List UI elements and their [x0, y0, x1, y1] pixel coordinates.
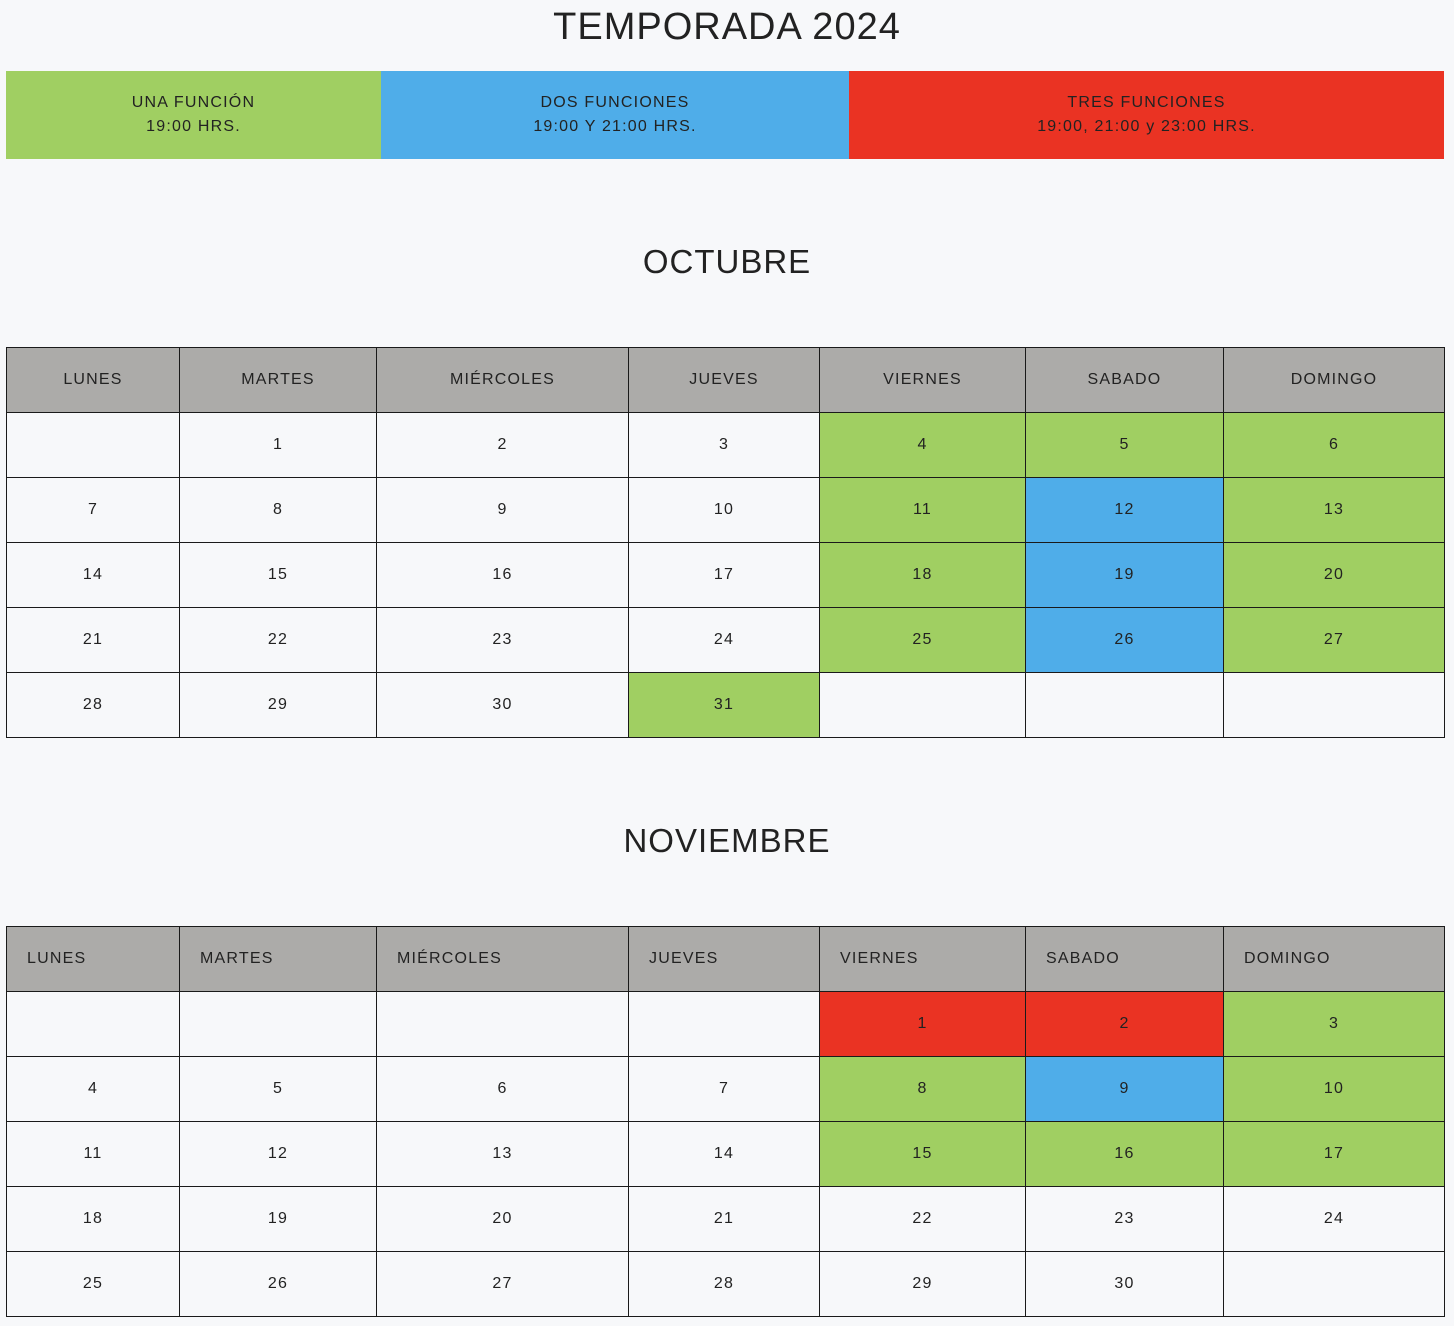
day-cell: 11	[820, 478, 1026, 543]
day-cell: 12	[1026, 478, 1224, 543]
day-cell: 21	[629, 1187, 820, 1252]
day-cell: 12	[180, 1122, 377, 1187]
day-cell: 21	[7, 608, 180, 673]
week-row	[7, 1122, 1445, 1187]
legend-two-times: 19:00 Y 21:00 HRS.	[533, 118, 697, 135]
day-cell: 5	[1026, 413, 1224, 478]
day-cell: 1	[180, 413, 377, 478]
week-row	[7, 543, 1445, 608]
day-cell: 18	[7, 1187, 180, 1252]
weekday-jueves: JUEVES	[629, 927, 820, 992]
week-row	[7, 608, 1445, 673]
day-cell: 22	[180, 608, 377, 673]
day-cell: 31	[629, 673, 820, 738]
day-cell: 15	[180, 543, 377, 608]
empty-day-cell	[7, 413, 180, 478]
legend	[6, 71, 1444, 159]
day-cell: 27	[1224, 608, 1445, 673]
weekday-header-row	[7, 927, 1445, 992]
day-cell: 4	[820, 413, 1026, 478]
calendar-noviembre	[6, 926, 1445, 1317]
day-cell: 6	[377, 1057, 629, 1122]
day-cell: 17	[1224, 1122, 1445, 1187]
week-row	[7, 673, 1445, 738]
empty-day-cell	[180, 992, 377, 1057]
weekday-lunes: LUNES	[7, 348, 180, 413]
month-title-noviembre: NOVIEMBRE	[623, 822, 831, 859]
weekday-header-row	[7, 348, 1445, 413]
day-cell: 24	[629, 608, 820, 673]
day-cell: 28	[7, 673, 180, 738]
day-cell: 6	[1224, 413, 1445, 478]
day-cell: 22	[820, 1187, 1026, 1252]
weekday-viernes: VIERNES	[820, 348, 1026, 413]
week-row	[7, 478, 1445, 543]
day-cell: 15	[820, 1122, 1026, 1187]
weekday-viernes: VIERNES	[820, 927, 1026, 992]
day-cell: 19	[1026, 543, 1224, 608]
day-cell: 24	[1224, 1187, 1445, 1252]
weekday-martes: MARTES	[180, 348, 377, 413]
day-cell: 14	[629, 1122, 820, 1187]
legend-one-label: UNA FUNCIÓN	[131, 94, 256, 111]
weekday-lunes: LUNES	[7, 927, 180, 992]
legend-two-label: DOS FUNCIONES	[540, 94, 690, 111]
week-row	[7, 413, 1445, 478]
empty-day-cell	[1224, 673, 1445, 738]
day-cell: 20	[377, 1187, 629, 1252]
legend-three-times: 19:00, 21:00 y 23:00 HRS.	[1037, 118, 1256, 135]
day-cell: 4	[7, 1057, 180, 1122]
day-cell: 20	[1224, 543, 1445, 608]
empty-day-cell	[820, 673, 1026, 738]
weekday-sabado: SABADO	[1026, 927, 1224, 992]
day-cell: 14	[7, 543, 180, 608]
day-cell: 8	[180, 478, 377, 543]
day-cell: 28	[629, 1252, 820, 1317]
empty-day-cell	[7, 992, 180, 1057]
day-cell: 26	[180, 1252, 377, 1317]
day-cell: 9	[1026, 1057, 1224, 1122]
calendar-octubre	[6, 347, 1445, 738]
weekday-domingo: DOMINGO	[1224, 927, 1445, 992]
legend-one-show	[6, 71, 381, 159]
week-row	[7, 1187, 1445, 1252]
day-cell: 27	[377, 1252, 629, 1317]
day-cell: 30	[377, 673, 629, 738]
weekday-miércoles: MIÉRCOLES	[377, 927, 629, 992]
day-cell: 10	[1224, 1057, 1445, 1122]
weekday-miércoles: MIÉRCOLES	[377, 348, 629, 413]
day-cell: 2	[1026, 992, 1224, 1057]
weekday-martes: MARTES	[180, 927, 377, 992]
legend-one-times: 19:00 HRS.	[146, 118, 241, 135]
legend-three-label: TRES FUNCIONES	[1067, 94, 1226, 111]
day-cell: 2	[377, 413, 629, 478]
empty-day-cell	[377, 992, 629, 1057]
page-title: TEMPORADA 2024	[553, 6, 901, 48]
day-cell: 29	[820, 1252, 1026, 1317]
weekday-domingo: DOMINGO	[1224, 348, 1445, 413]
day-cell: 8	[820, 1057, 1026, 1122]
day-cell: 5	[180, 1057, 377, 1122]
weekday-jueves: JUEVES	[629, 348, 820, 413]
week-row	[7, 992, 1445, 1057]
week-row	[7, 1252, 1445, 1317]
month-title-octubre: OCTUBRE	[642, 243, 812, 280]
day-cell: 23	[377, 608, 629, 673]
day-cell: 29	[180, 673, 377, 738]
day-cell: 3	[1224, 992, 1445, 1057]
day-cell: 25	[7, 1252, 180, 1317]
weekday-sabado: SABADO	[1026, 348, 1224, 413]
day-cell: 16	[377, 543, 629, 608]
day-cell: 9	[377, 478, 629, 543]
day-cell: 18	[820, 543, 1026, 608]
empty-day-cell	[1224, 1252, 1445, 1317]
day-cell: 7	[629, 1057, 820, 1122]
day-cell: 10	[629, 478, 820, 543]
empty-day-cell	[629, 992, 820, 1057]
day-cell: 3	[629, 413, 820, 478]
day-cell: 17	[629, 543, 820, 608]
legend-three-shows	[849, 71, 1444, 159]
day-cell: 16	[1026, 1122, 1224, 1187]
day-cell: 13	[1224, 478, 1445, 543]
day-cell: 1	[820, 992, 1026, 1057]
day-cell: 7	[7, 478, 180, 543]
day-cell: 26	[1026, 608, 1224, 673]
day-cell: 23	[1026, 1187, 1224, 1252]
week-row	[7, 1057, 1445, 1122]
day-cell: 19	[180, 1187, 377, 1252]
day-cell: 30	[1026, 1252, 1224, 1317]
day-cell: 25	[820, 608, 1026, 673]
legend-two-shows	[381, 71, 849, 159]
day-cell: 13	[377, 1122, 629, 1187]
day-cell: 11	[7, 1122, 180, 1187]
empty-day-cell	[1026, 673, 1224, 738]
